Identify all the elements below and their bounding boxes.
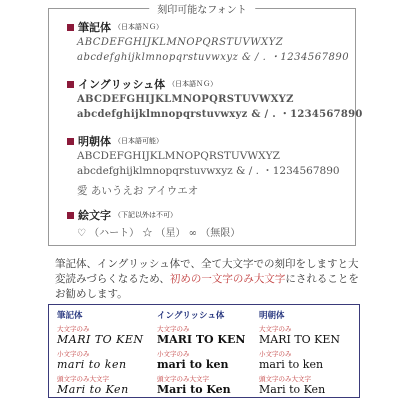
column-head: 筆記体 — [57, 310, 83, 320]
section-name: 明朝体 — [78, 135, 111, 148]
font-panel — [48, 5, 363, 246]
section-note: （日本語ＮＧ） — [168, 80, 218, 88]
section-note: （下記以外は不可） — [114, 211, 177, 219]
sample-line: abcdefghijklmnopqrstuvwxyz & / . ・1234567890 — [77, 109, 363, 120]
sample-text: MARI TO KEN — [259, 333, 341, 346]
sample-line: ABCDEFGHIJKLMNOPQRSTUVWXYZ — [77, 94, 294, 105]
row-label: 大文字のみ — [57, 325, 90, 333]
sample-line: abcdefghijklmnopqrstuvwxyz & / . ・1234567890 — [77, 165, 340, 177]
section-note: （日本語ＮＧ） — [114, 23, 163, 31]
row-label: 頭文字のみ大文字 — [57, 375, 109, 383]
column-head: 明朝体 — [259, 310, 285, 320]
section-script — [67, 19, 350, 65]
sample-table — [48, 304, 360, 398]
column-head: イングリッシュ体 — [157, 310, 225, 320]
sample-line: abcdefghijklmnopqrstuvwxyz & / . ・1234567890 — [77, 52, 350, 63]
sample-text: MARI TO KEN — [157, 333, 246, 346]
section-name: 筆記体 — [78, 21, 111, 34]
row-label: 頭文字のみ大文字 — [157, 375, 209, 383]
sample-line: ABCDEFGHIJKLMNOPQRSTUVWXYZ — [77, 37, 284, 48]
section-note: （日本語可能） — [114, 137, 163, 145]
bullet-square-icon — [67, 212, 74, 219]
row-label: 大文字のみ — [157, 325, 190, 333]
row-label: 小文字のみ — [259, 350, 292, 358]
section-name: イングリッシュ体 — [78, 78, 166, 91]
panel-title: 刻印可能なフォント — [149, 1, 255, 16]
paragraph-text: 筆記体、イングリッシュ体で、全て大文字での刻印をしますと大変読みづらくなるため、 — [55, 258, 359, 285]
sample-line: ABCDEFGHIJKLMNOPQRSTUVWXYZ — [77, 150, 280, 162]
sample-text: mari to ken — [259, 358, 324, 371]
bullet-square-icon — [67, 138, 74, 145]
row-label: 大文字のみ — [259, 325, 292, 333]
highlight-text: 初めの一文字のみ大文字 — [169, 273, 286, 285]
row-label: 小文字のみ — [157, 350, 190, 358]
sample-text: Mari to Ken — [57, 383, 129, 396]
column-script — [53, 309, 153, 396]
column-english — [153, 309, 253, 396]
section-name: 絵文字 — [78, 209, 111, 222]
sample-line: 愛 あいうえお アイウエオ — [77, 185, 199, 197]
section-emoji — [67, 207, 347, 241]
paragraph-text: にされることをお勧めします。 — [55, 273, 359, 300]
sample-text: mari to ken — [57, 358, 127, 371]
section-english — [67, 76, 363, 122]
sample-text: mari to ken — [157, 358, 229, 371]
sample-line: ♡ （ハート） ☆ （星） ∞ （無限） — [77, 228, 241, 239]
row-label: 頭文字のみ大文字 — [259, 375, 311, 383]
bullet-square-icon — [67, 81, 74, 88]
sample-text: Mari to Ken — [259, 383, 326, 396]
column-mincho — [255, 309, 355, 396]
section-mincho — [67, 133, 347, 199]
recommendation-paragraph — [55, 257, 365, 302]
bullet-square-icon — [67, 24, 74, 31]
sample-text: Mari to Ken — [157, 383, 231, 396]
sample-text: MARI TO KEN — [57, 333, 144, 346]
row-label: 小文字のみ — [57, 350, 90, 358]
